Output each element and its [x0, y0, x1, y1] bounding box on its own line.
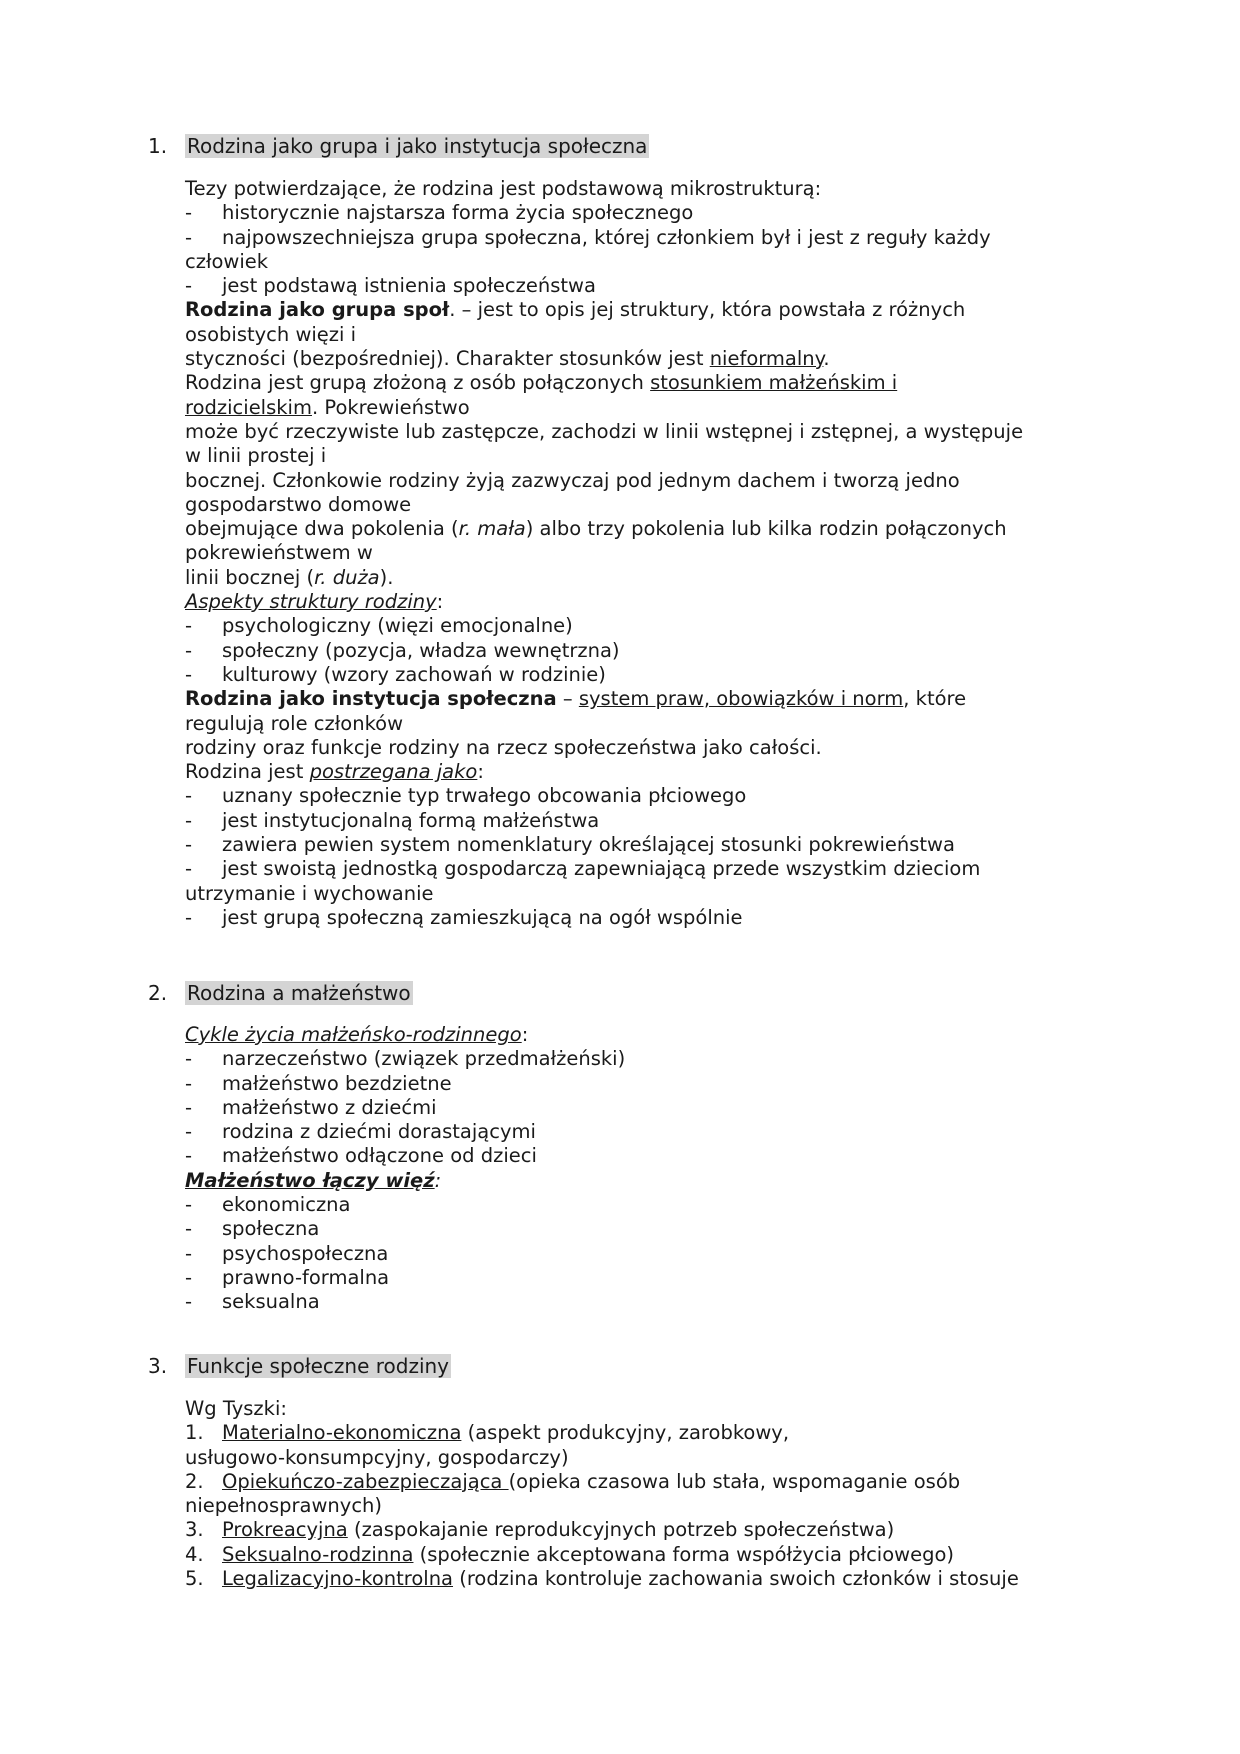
paragraph-line: bocznej. Członkowie rodziny żyją zazwyczaj pod jednym dachem i tworzą jedno — [185, 468, 960, 492]
paragraph-line: Rodzina jest postrzegana jako: — [185, 760, 484, 784]
list-item: - małżeństwo z dziećmi — [185, 1095, 437, 1119]
section-number: 1. — [148, 134, 168, 158]
paragraph-line: Tezy potwierdzające, że rodzina jest podstawową mikrostrukturą: — [185, 177, 822, 200]
paragraph-line: osobistych więzi i — [185, 322, 357, 346]
paragraph-line: rodzicielskim. Pokrewieństwo — [185, 395, 470, 419]
numbered-item-continuation: niepełnosprawnych) — [185, 1494, 383, 1518]
list-item: - małżeństwo odłączone od dzieci — [185, 1144, 537, 1168]
paragraph-line: pokrewieństwem w — [185, 541, 373, 565]
section-number: 3. — [148, 1354, 168, 1378]
paragraph-line: Rodzina jest grupą złożoną z osób połączonych stosunkiem małżeńskim i — [185, 371, 898, 395]
list-item: - zawiera pewien system nomenklatury określającej stosunki pokrewieństwa — [185, 833, 955, 857]
list-item: - psychologiczny (więzi emocjonalne) — [185, 614, 573, 638]
paragraph-line: linii bocznej (r. duża). — [185, 565, 394, 589]
section-1-body — [185, 177, 1085, 930]
paragraph-line: gospodarstwo domowe — [185, 492, 412, 516]
list-item: - małżeństwo bezdzietne — [185, 1071, 452, 1095]
numbered-item: 3. Prokreacyjna (zaspokajanie reprodukcyjnych potrzeb społeczeństwa) — [185, 1518, 895, 1542]
numbered-item: 2. Opiekuńczo-zabezpieczająca (opieka czasowa lub stała, wspomaganie osób — [185, 1469, 961, 1493]
list-item-continuation: utrzymanie i wychowanie — [185, 881, 434, 905]
list-item: - ekonomiczna — [185, 1193, 351, 1217]
list-item: - społeczna — [185, 1217, 320, 1241]
section-number: 2. — [148, 981, 168, 1005]
paragraph-line: Rodzina jako grupa społ. – jest to opis jej struktury, która powstała z różnych — [185, 298, 966, 322]
list-item: - kulturowy (wzory zachowań w rodzinie) — [185, 662, 606, 686]
section-1-heading — [148, 133, 649, 159]
section-3-body — [185, 1397, 1085, 1591]
list-item: - seksualna — [185, 1290, 320, 1314]
subheading: Małżeństwo łączy więź: — [185, 1168, 442, 1192]
paragraph-line: styczności (bezpośredniej). Charakter stosunków jest nieformalny. — [185, 347, 830, 371]
section-title: Rodzina jako grupa i jako instytucja społeczna — [187, 134, 648, 158]
list-item: - rodzina z dziećmi dorastającymi — [185, 1120, 536, 1144]
list-item: - społeczny (pozycja, władza wewnętrzna) — [185, 638, 620, 662]
section-2-heading — [148, 980, 413, 1006]
list-item: - narzeczeństwo (związek przedmałżeński) — [185, 1047, 626, 1071]
paragraph-line: w linii prostej i — [185, 444, 327, 468]
paragraph-line: Wg Tyszki: — [185, 1397, 287, 1420]
numbered-item: 5. Legalizacyjno-kontrolna (rodzina kontroluje zachowania swoich członków i stosuje — [185, 1567, 1019, 1591]
list-item: - psychospołeczna — [185, 1241, 389, 1265]
section-2-body — [185, 1023, 1085, 1315]
list-item: - jest swoistą jednostką gospodarczą zapewniającą przede wszystkim dzieciom — [185, 857, 981, 881]
paragraph-line: może być rzeczywiste lub zastępcze, zachodzi w linii wstępnej i zstępnej, a występuje — [185, 419, 1024, 443]
section-title: Funkcje społeczne rodziny — [187, 1354, 450, 1378]
list-item: - jest instytucjonalną formą małżeństwa — [185, 808, 600, 832]
list-item: - najpowszechniejsza grupa społeczna, której członkiem był i jest z reguły każdy — [185, 225, 991, 249]
list-item: - jest grupą społeczną zamieszkującą na ogół wspólnie — [185, 905, 743, 929]
subheading: Cykle życia małżeńsko-rodzinnego: — [185, 1023, 529, 1046]
list-item: - uznany społecznie typ trwałego obcowania płciowego — [185, 784, 747, 808]
paragraph-line: Rodzina jako instytucja społeczna – system praw, obowiązków i norm, które — [185, 687, 967, 711]
list-item: - jest podstawą istnienia społeczeństwa — [185, 274, 596, 298]
section-title: Rodzina a małżeństwo — [187, 981, 411, 1005]
paragraph-line: rodziny oraz funkcje rodziny na rzecz społeczeństwa jako całości. — [185, 735, 822, 759]
list-item: - historycznie najstarsza forma życia społecznego — [185, 201, 694, 225]
list-item-continuation: człowiek — [185, 249, 269, 273]
paragraph-line: obejmujące dwa pokolenia (r. mała) albo trzy pokolenia lub kilka rodzin połączonych — [185, 517, 1007, 541]
paragraph-line: regulują role członków — [185, 711, 404, 735]
numbered-item: 4. Seksualno-rodzinna (społecznie akceptowana forma współżycia płciowego) — [185, 1542, 955, 1566]
list-item: - prawno-formalna — [185, 1265, 390, 1289]
numbered-item-continuation: usługowo-konsumpcyjny, gospodarczy) — [185, 1445, 569, 1469]
numbered-item: 1. Materialno-ekonomiczna (aspekt produkcyjny, zarobkowy, — [185, 1421, 790, 1445]
section-3-heading — [148, 1353, 451, 1379]
subheading: Aspekty struktury rodziny: — [185, 590, 444, 614]
